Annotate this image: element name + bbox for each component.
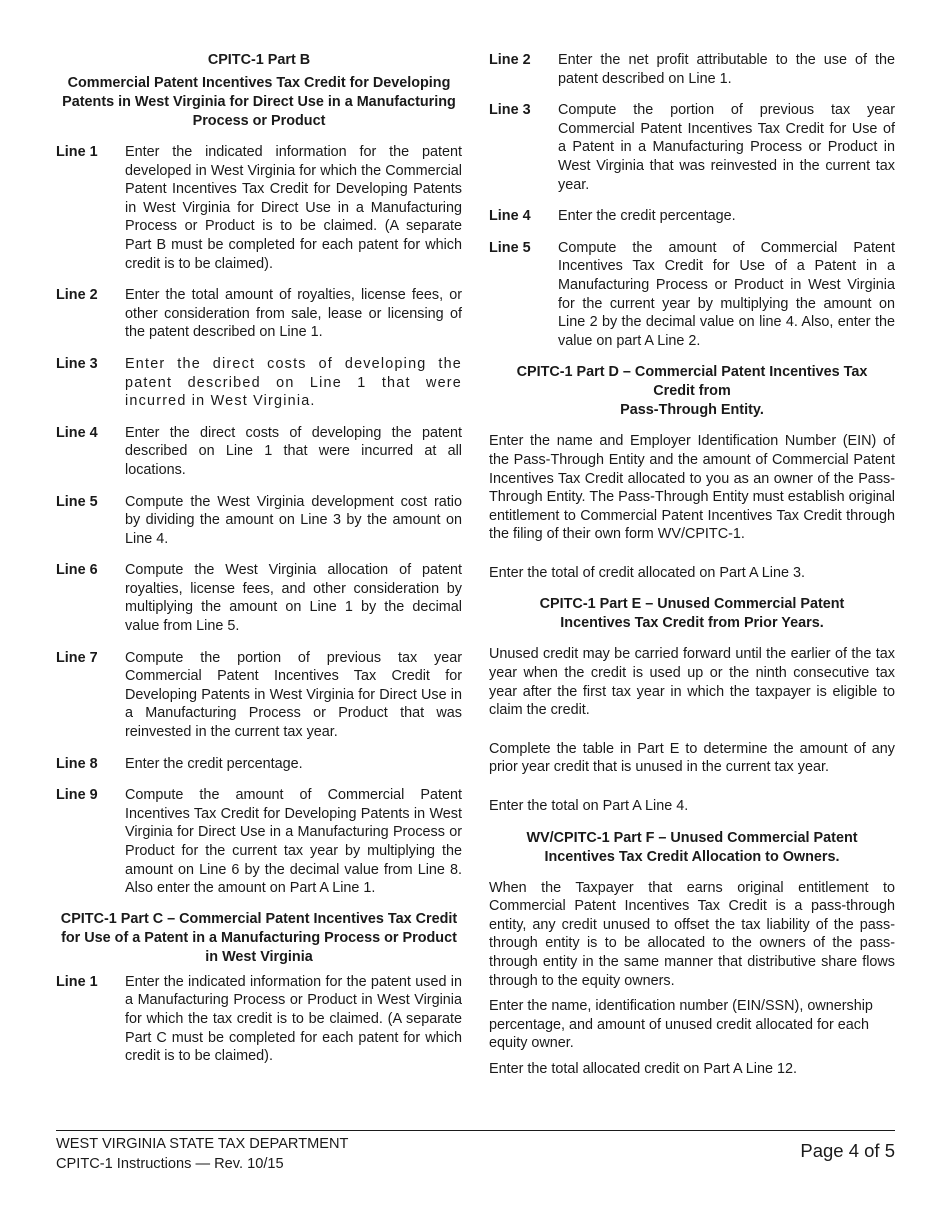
line-label: Line 8 — [56, 755, 98, 772]
line-text: Enter the net profit attributable to the use of the patent described on Line 1. — [558, 52, 895, 87]
part-b-line-8 — [56, 755, 462, 774]
line-text: Compute the portion of previous tax year Commercial Patent Incentives Tax Credit for Developing Patents in West Virginia for Direct Use in a Manufacturing Process or Product that was reinvested in the current tax year. — [125, 649, 462, 741]
part-b-line-1 — [56, 143, 462, 273]
line-label: Line 2 — [489, 52, 531, 68]
part-b-line-4 — [56, 424, 462, 480]
line-label: Line 4 — [56, 424, 98, 441]
part-f-paragraph: Enter the total allocated credit on Part A Line 12. — [489, 1060, 797, 1077]
part-e-paragraph: Complete the table in Part E to determine the amount of any prior year credit that is unused in the current tax year. — [489, 740, 895, 776]
part-c-line-2 — [489, 51, 895, 88]
line-label: Line 9 — [56, 787, 98, 804]
line-text: Enter the direct costs of developing the patent described on Line 1 that were incurred at all locations. — [125, 424, 462, 478]
line-label: Line 1 — [56, 973, 98, 990]
line-text: Compute the West Virginia development cost ratio by dividing the amount on Line 3 by the amount on Line 4. — [125, 493, 462, 547]
part-b-line-9 — [56, 786, 462, 898]
footer-divider — [56, 1130, 895, 1131]
line-text: Compute the amount of Commercial Patent Incentives Tax Credit for Use of a Patent in a Manufacturing Process or Product in West Virginia for the current year by multiplying the amount on Line 2 by the decimal value on line 4. Also, enter the value on part A Line 2. — [558, 239, 895, 349]
part-b-title: CPITC-1 Part B — [207, 52, 311, 68]
line-label: Line 2 — [56, 287, 98, 304]
part-e-paragraph: Enter the total on Part A Line 4. — [489, 798, 689, 815]
line-text: Enter the credit percentage. — [125, 755, 303, 772]
line-label: Line 5 — [56, 493, 98, 510]
line-text: Enter the indicated information for the patent used in a Manufacturing Process or Product in West Virginia for which the tax credit is to be claimed. (A separate Part C must be completed for each patent for which credit is to be claimed). — [125, 973, 462, 1065]
part-b-line-2 — [56, 286, 462, 342]
footer-left — [56, 1134, 348, 1174]
part-b-line-7 — [56, 649, 462, 742]
part-e-title: CPITC-1 Part E – Unused Commercial Patent Incentives Tax Credit from Prior Years. — [539, 596, 845, 632]
part-d-title-2: Pass-Through Entity. — [620, 402, 764, 419]
left-column — [56, 51, 462, 1079]
part-f-paragraph: When the Taxpayer that earns original entitlement to Commercial Patent Incentives Tax Credit is a pass-through entity, any credit unused to offset the tax liability of the pass-through entity is to be allocated to the owners of the pass-through entity in the same manner that distributive share flows through to the equity owners. — [489, 879, 895, 989]
line-text: Enter the indicated information for the patent developed in West Virginia for which the Commercial Patent Incentives Tax Credit for Developing Patents in West Virginia for Direct Use in a Manufacturing Process or Product is to be claimed. (A separate Part B must be completed for each patent for which credit is to be claimed). — [125, 144, 462, 272]
line-text: Compute the amount of Commercial Patent Incentives Tax Credit for Developing Patents in West Virginia for Direct Use in a Manufacturing Process or Product for the current tax year by multiplying the amount on Line 6 by the decimal value from Line 8. Also enter the amount on Part A Line 1. — [125, 787, 462, 897]
line-label: Line 7 — [56, 649, 98, 666]
part-d-paragraph: Enter the name and Employer Identification Number (EIN) of the Pass-Through Entity and the amount of Commercial Patent Incentives Tax Credit allocated to you as an owner of the Pass-Through Entity. The Pass-Through Entity must establish original entitlement to Commercial Patent Incentives Tax Credit through the filing of their own form WV/CPITC-1. — [489, 433, 895, 543]
part-b-line-5 — [56, 493, 462, 549]
footer-agency: WEST VIRGINIA STATE TAX DEPARTMENT — [56, 1136, 349, 1152]
line-text: Compute the West Virginia allocation of patent royalties, license fees, and other consideration by multiplying the amount on Line 1 by the decimal value from Line 5. — [125, 562, 462, 635]
part-c-line-3 — [489, 101, 895, 194]
line-text: Enter the direct costs of developing the patent described on Line 1 that were incurred in West Virginia. — [125, 355, 462, 410]
line-label: Line 4 — [489, 208, 531, 225]
line-label: Line 3 — [56, 355, 98, 372]
part-c-line-1 — [56, 973, 462, 1066]
part-b-line-6 — [56, 561, 462, 635]
right-column — [489, 51, 895, 1092]
line-text: Enter the credit percentage. — [558, 208, 736, 225]
part-c-line-5 — [489, 239, 895, 351]
part-e-paragraph: Unused credit may be carried forward until the earlier of the tax year when the credit is used up or the ninth consecutive tax year after the first tax year in which the taxpayer is eligible to claim the credit. — [489, 646, 895, 719]
part-f-paragraph: Enter the name, identification number (EIN/SSN), ownership percentage, and amount of unused credit allocated for each equity owner. — [489, 998, 873, 1052]
part-b-line-3 — [56, 355, 462, 411]
line-label: Line 3 — [489, 102, 531, 119]
footer-form-revision: CPITC-1 Instructions — Rev. 10/15 — [56, 1156, 284, 1172]
line-label: Line 5 — [489, 239, 531, 256]
part-d-title: CPITC-1 Part D – Commercial Patent Incentives Tax Credit from — [516, 364, 868, 400]
part-b-subtitle: Commercial Patent Incentives Tax Credit for Developing Patents in West Virginia for Direct Use in a Manufacturing Process or Product — [62, 75, 456, 129]
part-d-paragraph: Enter the total of credit allocated on Part A Line 3. — [489, 564, 805, 581]
part-c-title: CPITC-1 Part C – Commercial Patent Incentives Tax Credit for Use of a Patent in a Manufacturing Process or Product in West Virginia — [60, 910, 458, 965]
part-f-title: WV/CPITC-1 Part F – Unused Commercial Patent Incentives Tax Credit Allocation to Owners. — [526, 829, 858, 865]
line-text: Enter the total amount of royalties, license fees, or other consideration from sale, lease or licensing of the patent described on Line 1. — [125, 287, 462, 341]
part-c-line-4 — [489, 207, 895, 226]
line-text: Compute the portion of previous tax year Commercial Patent Incentives Tax Credit for Use of a Patent in a Manufacturing Process or Product in West Virginia that was reinvested in the current tax year. — [558, 102, 895, 193]
line-label: Line 6 — [56, 562, 98, 579]
line-label: Line 1 — [56, 144, 98, 160]
page-number: Page 4 of 5 — [800, 1140, 895, 1161]
